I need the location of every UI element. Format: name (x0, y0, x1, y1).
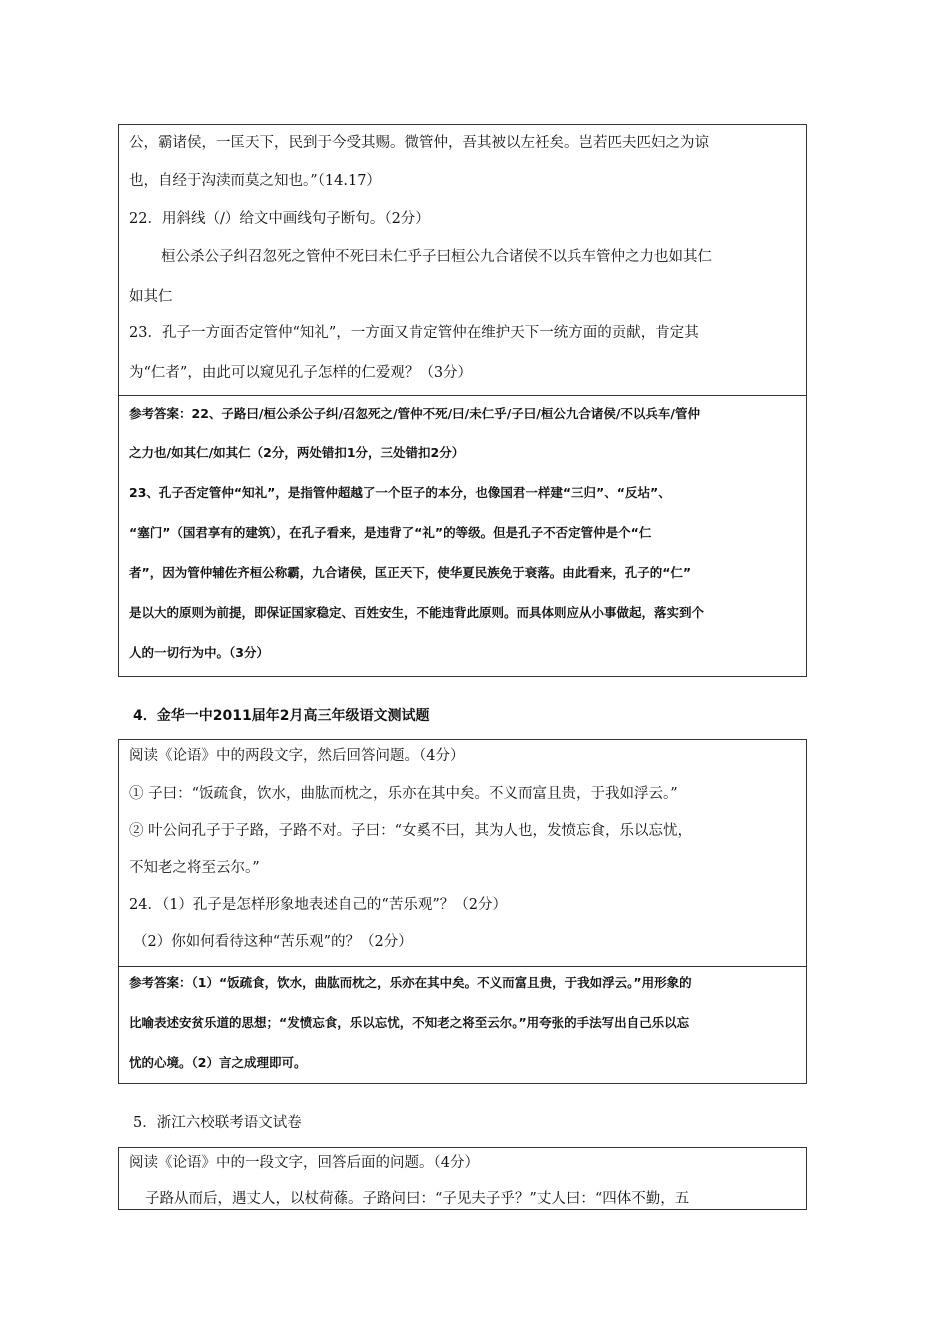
question-23: 23．孔子一方面否定管仲“知礼”，一方面又肯定管仲在维护天下一统方面的贡献，肯定其 (129, 325, 699, 341)
text-line: 不知老之将至云尔。” (129, 860, 260, 876)
answer-line: 23、孔子否定管仲“知礼”，是指管仲超越了一个臣子的本分，也像国君一样建“三归”、“反坫”、 (129, 485, 671, 500)
text-line: 如其仁 (129, 289, 173, 305)
passage-line: 子路从而后，遇丈人，以杖荷蓧。子路问曰：“子见夫子乎？”丈人曰：“四体不勤，五 (145, 1191, 690, 1207)
text-line: 也，自经于沟渎而莫之知也。”（14.17） (129, 173, 381, 189)
question-box-5 (118, 1147, 807, 1210)
question-box-4 (118, 739, 807, 967)
answer-line: 是以大的原则为前提，即保证国家稳定、百姓安生，不能违背此原则。而具体则应从小事做起，落实到个 (129, 605, 705, 620)
answer-line: “塞门”（国君享有的建筑），在孔子看来，是违背了“礼”的等级。但是孔子不否定管仲是个“仁 (129, 525, 652, 540)
text-line: 公，霸诸侯，一匡天下，民到于今受其赐。微管仲，吾其被以左衽矣。岂若匹夫匹妇之为谅 (129, 135, 709, 151)
answer-line: 参考答案：（1）“饭疏食，饮水，曲肱而枕之，乐亦在其中矣。不义而富且贵，于我如浮云。”用形象的 (129, 975, 692, 990)
answer-line: 人的一切行为中。（3分） (129, 645, 269, 660)
answer-line: 参考答案：22、子路曰/桓公杀公子纠/召忽死之/管仲不死/曰/未仁乎/子曰/桓公九合诸侯/不以兵车/管仲 (129, 406, 700, 421)
section-heading-5: 5．浙江六校联考语文试卷 (133, 1115, 302, 1131)
text-line: 为“仁者”，由此可以窥见孔子怎样的仁爱观？（3分） (129, 365, 473, 381)
quote-1: ① 子曰：“饭疏食，饮水，曲肱而枕之，乐亦在其中矣。不义而富且贵，于我如浮云。” (129, 786, 678, 802)
answer-line: 比喻表述安贫乐道的思想；“发愤忘食，乐以忘忧，不知老之将至云尔。”用夸张的手法写出自己乐以忘 (129, 1015, 690, 1030)
answer-box-4 (118, 966, 807, 1084)
passage-to-punctuate: 桓公杀公子纠召忽死之管仲不死曰未仁乎子曰桓公九合诸侯不以兵车管仲之力也如其仁 (161, 249, 712, 265)
question-24-2: （2）你如何看待这种“苦乐观”的？（2分） (133, 934, 413, 950)
answer-line: 之力也/如其仁/如其仁（2分，两处错扣1分，三处错扣2分） (129, 445, 465, 460)
answer-line: 忧的心境。（2）言之成理即可。 (129, 1055, 307, 1070)
text-line: 阅读《论语》中的一段文字，回答后面的问题。（4分） (129, 1155, 479, 1171)
section-heading-4: 4．金华一中2011届年2月高三年级语文测试题 (133, 708, 430, 724)
question-24-1: 24．（1）孔子是怎样形象地表述自己的“苦乐观”？（2分） (129, 897, 507, 913)
answer-box-3 (118, 395, 807, 677)
text-line: 阅读《论语》中的两段文字，然后回答问题。（4分） (129, 748, 465, 764)
answer-line: 者”，因为管仲辅佐齐桓公称霸，九合诸侯，匡正天下，使华夏民族免于衰落。由此看来，孔子的“仁” (129, 565, 692, 580)
question-box-3 (118, 124, 807, 396)
question-22: 22．用斜线（/）给文中画线句子断句。（2分） (129, 211, 430, 227)
quote-2: ② 叶公问孔子于子路，子路不对。子曰：“女奚不曰，其为人也，发愤忘食，乐以忘忧， (129, 823, 693, 839)
